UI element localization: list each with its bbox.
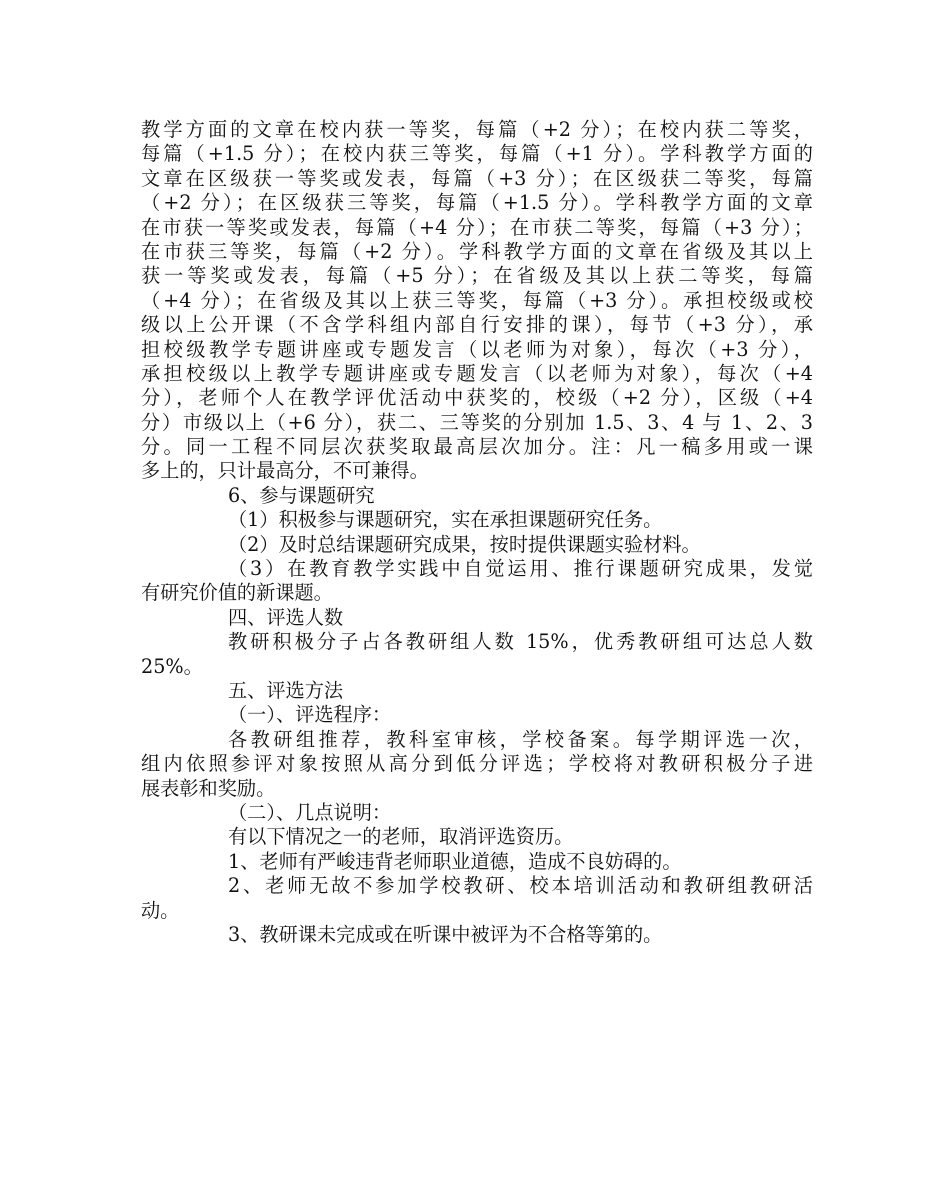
document-body: [141, 118, 813, 947]
document-line: 分。同一工程不同层次获奖取最高层次加分。注：凡一稿多用或一课: [141, 435, 813, 459]
document-line: 分），老师个人在教学评优活动中获奖的，校级（+2 分），区级（+4: [141, 386, 813, 410]
document-line: 动。: [141, 898, 180, 922]
document-line: 担校级教学专题讲座或专题发言（以老师为对象），每次（+3 分），: [141, 337, 813, 361]
document-line: 展表彰和奖励。: [141, 776, 276, 800]
document-line: 在市获三等奖，每篇（+2 分）。学科教学方面的文章在省级及其以上: [141, 239, 813, 263]
document-line: （二）、几点说明：: [228, 800, 392, 824]
document-line: 3、教研课未完成或在听课中被评为不合格等第的。: [228, 922, 663, 946]
document-line: （3）在教育教学实践中自觉运用、推行课题研究成果，发觉: [228, 557, 813, 581]
document-line: 6、参与课题研究: [228, 483, 375, 507]
document-line: 四、评选人数: [228, 605, 344, 629]
document-line: 每篇（+1.5 分）；在校内获三等奖，每篇（+1 分）。学科教学方面的: [141, 142, 813, 166]
document-line: （+2 分）；在区级获三等奖，每篇（+1.5 分）。学科教学方面的文章: [141, 191, 813, 215]
document-line: 承担校级以上教学专题讲座或专题发言（以老师为对象），每次（+4: [141, 361, 813, 385]
document-line: 1、老师有严峻违背老师职业道德，造成不良妨碍的。: [228, 849, 682, 873]
document-line: 在市获一等奖或发表，每篇（+4 分）；在市获二等奖，每篇（+3 分）；: [141, 215, 813, 239]
document-line: 25%。: [141, 654, 203, 678]
document-line: 有以下情况之一的老师，取消评选资历。: [228, 825, 574, 849]
document-line: 获一等奖或发表，每篇（+5 分）；在省级及其以上获二等奖，每篇: [141, 264, 813, 288]
document-line: 五、评选方法: [228, 678, 344, 702]
document-line: 有研究价值的新课题。: [141, 581, 333, 605]
document-line: 文章在区级获一等奖或发表，每篇（+3 分）；在区级获二等奖，每篇: [141, 166, 813, 190]
document-line: （2）及时总结课题研究成果，按时提供课题实验材料。: [228, 532, 701, 556]
document-line: 组内依照参评对象按照从高分到低分评选；学校将对教研积极分子进: [141, 752, 813, 776]
document-line: 教研积极分子占各教研组人数 15%，优秀教研组可达总人数: [228, 630, 813, 654]
document-line: 教学方面的文章在校内获一等奖，每篇（+2 分）；在校内获二等奖，: [141, 118, 813, 141]
document-line: 多上的，只计最高分，不可兼得。: [141, 459, 429, 483]
document-line: （1）积极参与课题研究，实在承担课题研究任务。: [228, 508, 663, 532]
document-line: 各教研组推荐，教科室审核，学校备案。每学期评选一次，: [228, 727, 813, 751]
document-line: 2、老师无故不参加学校教研、校本培训活动和教研组教研活: [228, 874, 813, 898]
document-line: （+4 分）；在省级及其以上获三等奖，每篇（+3 分）。承担校级或校: [141, 288, 813, 312]
document-line: （一）、评选程序：: [228, 703, 392, 727]
document-line: 级以上公开课（不含学科组内部自行安排的课），每节（+3 分），承: [141, 313, 813, 337]
document-line: 分）市级以上（+6 分），获二、三等奖的分别加 1.5、3、4 与 1、2、3: [141, 410, 813, 434]
